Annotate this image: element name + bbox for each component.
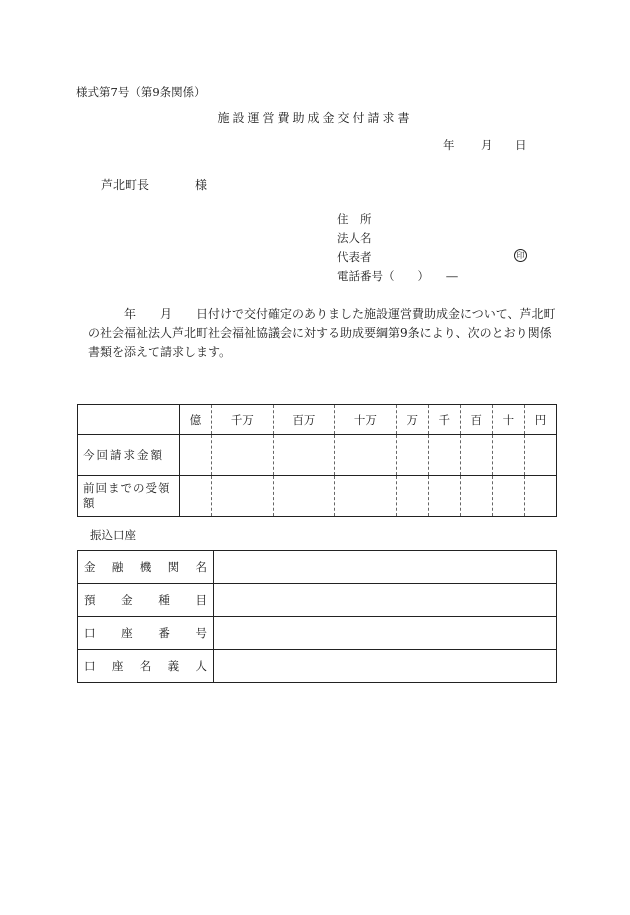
amount-cell xyxy=(492,435,524,476)
previous-received-label: 前回までの受領額 xyxy=(78,476,180,517)
document-title: 施設運営費助成金交付請求書 xyxy=(217,111,413,125)
bank-row-institution xyxy=(78,551,557,584)
digit-senman: 千万 xyxy=(212,405,274,435)
digit-hyakuman: 百万 xyxy=(273,405,335,435)
institution-value xyxy=(214,551,557,584)
amount-cell xyxy=(524,476,556,517)
current-request-label: 今回請求金額 xyxy=(78,435,180,476)
amount-row-current xyxy=(78,435,557,476)
deposit-type-label-char: 種 xyxy=(158,593,170,607)
digit-oku: 億 xyxy=(180,405,212,435)
account-holder-label-char: 名 xyxy=(139,659,152,673)
digit-en: 円 xyxy=(524,405,556,435)
bank-row-account-holder xyxy=(78,650,557,683)
amount-cell xyxy=(428,476,460,517)
deposit-type-label xyxy=(78,584,214,617)
addressee-honorific: 様 xyxy=(195,178,208,192)
institution-label-char: 機 xyxy=(139,560,152,574)
account-number-label-char: 口 xyxy=(84,626,96,640)
amount-header-blank xyxy=(78,405,180,435)
body-line-1: 年 月 日付けで交付確定のありました施設運営費助成金について、芦北町 xyxy=(88,307,556,321)
digit-sen: 千 xyxy=(428,405,460,435)
seal-mark: 印 xyxy=(514,249,527,262)
address-label: 住 所 xyxy=(337,212,372,226)
account-number-value xyxy=(214,617,557,650)
amount-cell xyxy=(492,476,524,517)
digit-ju: 十 xyxy=(492,405,524,435)
deposit-type-label-char: 目 xyxy=(195,593,207,607)
body-line-3: 書類を添えて請求します。 xyxy=(88,345,232,359)
institution-label-char: 融 xyxy=(111,560,124,574)
amount-cell xyxy=(524,435,556,476)
institution-label-char: 金 xyxy=(84,560,96,574)
account-holder-value xyxy=(214,650,557,683)
amount-cell xyxy=(273,476,335,517)
account-holder-label-char: 義 xyxy=(167,659,180,673)
amount-cell xyxy=(180,435,212,476)
digit-man: 万 xyxy=(396,405,428,435)
account-number-label-char: 番 xyxy=(158,626,170,640)
amount-cell xyxy=(396,435,428,476)
date-year: 年 xyxy=(443,138,455,152)
corporation-label: 法人名 xyxy=(337,231,372,245)
representative-label: 代表者 xyxy=(337,250,372,264)
bank-table xyxy=(77,550,557,683)
account-number-label-char: 号 xyxy=(195,626,207,640)
amount-cell xyxy=(460,476,492,517)
deposit-type-label-char: 預 xyxy=(84,593,96,607)
amount-cell xyxy=(335,476,397,517)
amount-cell xyxy=(428,435,460,476)
account-holder-label-char: 人 xyxy=(195,659,207,673)
account-holder-label-char: 口 xyxy=(84,659,96,673)
body-line-2: の社会福祉法人芦北町社会福祉協議会に対する助成要綱第9条により、次のとおり関係 xyxy=(88,326,552,340)
account-number-label xyxy=(78,617,214,650)
form-number: 様式第7号（第9条関係） xyxy=(76,85,206,99)
date-day: 日 xyxy=(515,138,527,152)
amount-row-previous xyxy=(78,476,557,517)
deposit-type-label-char: 金 xyxy=(121,593,133,607)
account-number-label-char: 座 xyxy=(121,626,133,640)
institution-label xyxy=(78,551,214,584)
phone-label: 電話番号（ ） ― xyxy=(337,269,458,283)
bank-caption: 振込口座 xyxy=(90,528,136,542)
amount-cell xyxy=(396,476,428,517)
account-holder-label xyxy=(78,650,214,683)
amount-cell xyxy=(180,476,212,517)
bank-row-deposit-type xyxy=(78,584,557,617)
addressee-name: 芦北町長 xyxy=(101,178,150,192)
date-month: 月 xyxy=(481,138,493,152)
amount-table xyxy=(77,404,557,517)
bank-row-account-number xyxy=(78,617,557,650)
institution-label-char: 関 xyxy=(167,560,180,574)
amount-cell xyxy=(273,435,335,476)
amount-cell xyxy=(335,435,397,476)
digit-juman: 十万 xyxy=(335,405,397,435)
institution-label-char: 名 xyxy=(195,560,207,574)
deposit-type-value xyxy=(214,584,557,617)
amount-cell xyxy=(212,435,274,476)
amount-cell xyxy=(212,476,274,517)
amount-cell xyxy=(460,435,492,476)
amount-header-row xyxy=(78,405,557,435)
digit-hyaku: 百 xyxy=(460,405,492,435)
account-holder-label-char: 座 xyxy=(111,659,124,673)
